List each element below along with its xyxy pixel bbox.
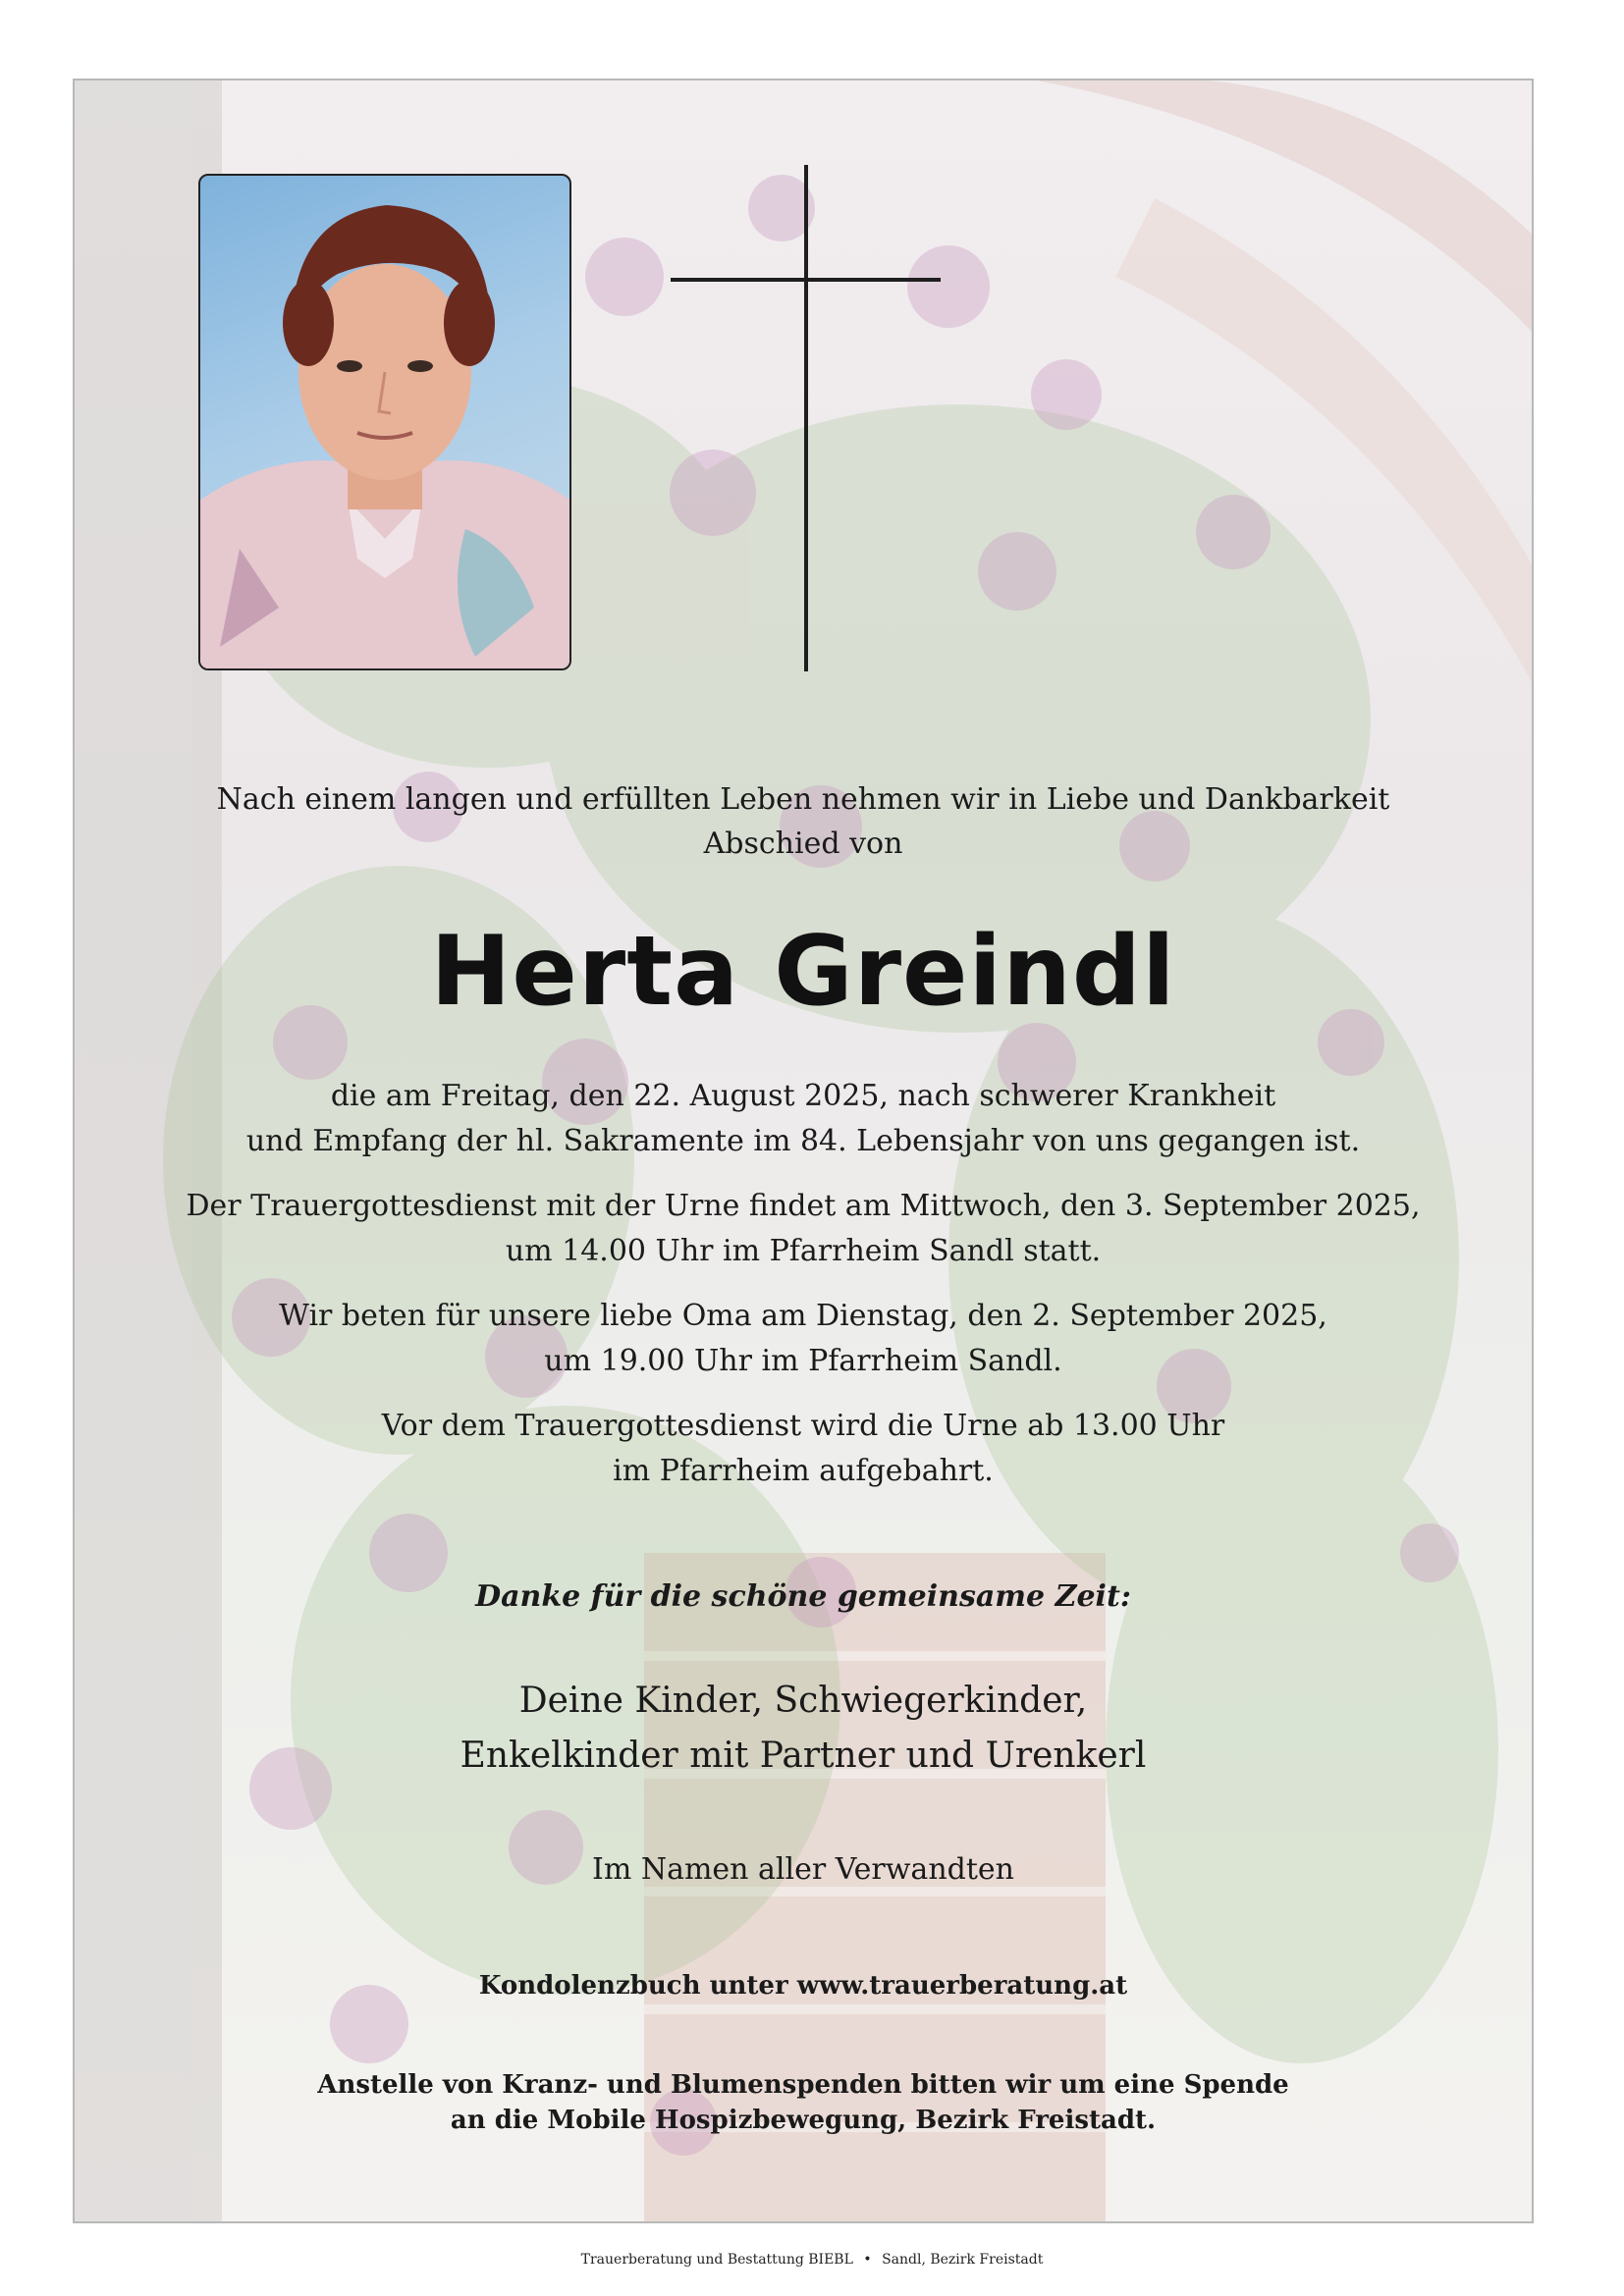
- family-line-2: Enkelkinder mit Partner und Urenkerl: [460, 1735, 1147, 1776]
- family-line-1: Deine Kinder, Schwiegerkinder,: [518, 1681, 1088, 1721]
- thanks-line: Danke für die schöne gemeinsame Zeit:: [475, 1579, 1131, 1614]
- latin-cross-icon: [804, 165, 808, 671]
- intro-line-2: Abschied von: [703, 827, 903, 861]
- cross-crossbar: [671, 278, 941, 282]
- donation-line-1: Anstelle von Kranz- und Blumenspenden bitten wir um eine Spende: [317, 2070, 1289, 2100]
- paragraph-line: im Pfarrheim aufgebahrt.: [613, 1454, 994, 1488]
- portrait-photo: [198, 174, 571, 670]
- paragraph-line: um 19.00 Uhr im Pfarrheim Sandl.: [544, 1344, 1062, 1378]
- paragraph-line: die am Freitag, den 22. August 2025, nach schwerer Krankheit: [330, 1079, 1276, 1113]
- donation-note: [73, 2067, 1534, 2138]
- paragraph-line: Vor dem Trauergottesdienst wird die Urne ab 13.00 Uhr: [381, 1409, 1225, 1443]
- deceased-name: Herta Greindl: [430, 916, 1176, 1028]
- paragraph-line: und Empfang der hl. Sakramente im 84. Lebensjahr von uns gegangen ist.: [245, 1124, 1361, 1158]
- paragraph-prayer: [73, 1294, 1534, 1384]
- footer-undertaker: Trauerberatung und Bestattung BIEBL: [580, 2252, 853, 2268]
- paragraph-line: Der Trauergottesdienst mit der Urne findet am Mittwoch, den 3. September 2025,: [186, 1189, 1421, 1223]
- paragraph-service: [73, 1184, 1534, 1274]
- condolence-book-link[interactable]: Kondolenzbuch unter www.trauerberatung.at: [478, 1971, 1128, 2001]
- footer-separator: •: [863, 2252, 872, 2268]
- paragraph-line: um 14.00 Uhr im Pfarrheim Sandl statt.: [505, 1234, 1102, 1268]
- donation-line-2: an die Mobile Hospizbewegung, Bezirk Freistadt.: [450, 2106, 1157, 2135]
- intro-text: [73, 777, 1534, 866]
- paragraph-urn: [73, 1404, 1534, 1494]
- footer: [0, 2252, 1624, 2268]
- paragraph-line: Wir beten für unsere liebe Oma am Dienstag, den 2. September 2025,: [279, 1299, 1327, 1333]
- portrait-image: [200, 176, 569, 668]
- footer-location: Sandl, Bezirk Freistadt: [882, 2252, 1044, 2268]
- family-names: [73, 1674, 1534, 1784]
- relatives-line: Im Namen aller Verwandten: [592, 1852, 1014, 1887]
- paragraph-passing: [73, 1074, 1534, 1164]
- intro-line-1: Nach einem langen und erfüllten Leben nehmen wir in Liebe und Dankbarkeit: [216, 782, 1390, 817]
